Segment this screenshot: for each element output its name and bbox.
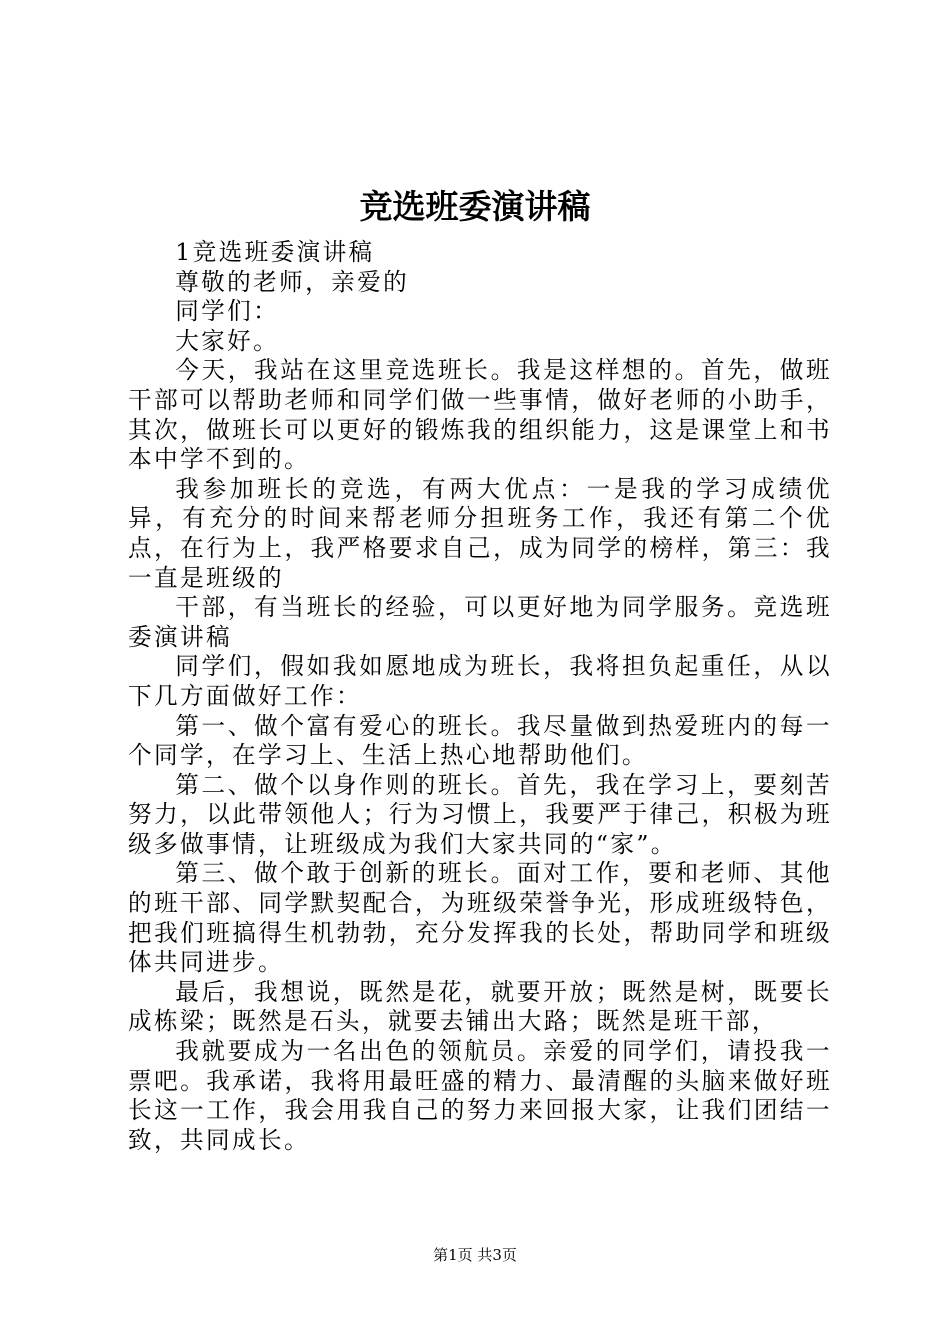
paragraph: 我就要成为一名出色的领航员。亲爱的同学们，请投我一票吧。我承诺，我将用最旺盛的精力、最清醒的头脑来做好班长这一工作，我会用我自己的努力来回报大家，让我们团结一致，共同成长。: [128, 1037, 832, 1154]
paragraph: 今天，我站在这里竞选班长。我是这样想的。首先，做班干部可以帮助老师和同学们做一些事情，做好老师的小助手，其次，做班长可以更好的锻炼我的组织能力，这是课堂上和书本中学不到的。: [128, 356, 832, 474]
paragraph: 尊敬的老师，亲爱的: [175, 267, 410, 296]
paragraph: 我参加班长的竞选，有两大优点：一是我的学习成绩优异，有充分的时间来帮老师分担班务工作，我还有第二个优点，在行为上，我严格要求自己，成为同学的榜样，第三：我一直是班级的: [128, 474, 832, 592]
paragraph: 大家好。: [175, 326, 280, 355]
document-body: [128, 238, 832, 1155]
paragraph: 最后，我想说，既然是花，就要开放；既然是树，既要长成栋梁；既然是石头，就要去铺出大路；既然是班干部，: [128, 977, 832, 1036]
document-title: 竞选班委演讲稿: [359, 187, 591, 226]
paragraph: 第三、做个敢于创新的班长。面对工作，要和老师、其他的班干部、同学默契配合，为班级荣誉争光，形成班级特色，把我们班搞得生机勃勃，充分发挥我的长处，帮助同学和班级体共同进步。: [128, 859, 832, 977]
paragraph: 同学们，假如我如愿地成为班长，我将担负起重任，从以下几方面做好工作：: [128, 652, 832, 710]
paragraph: 第一、做个富有爱心的班长。我尽量做到热爱班内的每一个同学，在学习上、生活上热心地帮助他们。: [128, 711, 832, 770]
paragraph: 同学们：: [175, 297, 280, 326]
paragraph: 1竞选班委演讲稿: [175, 238, 375, 266]
paragraph: 第二、做个以身作则的班长。首先，我在学习上，要刻苦努力，以此带领他人；行为习惯上，我要严于律己，积极为班级多做事情，让班级成为我们大家共同的“家”。: [128, 770, 832, 858]
page-number-footer: 第1页 共3页: [433, 1246, 517, 1264]
paragraph: 干部，有当班长的经验，可以更好地为同学服务。竞选班委演讲稿: [128, 593, 832, 651]
